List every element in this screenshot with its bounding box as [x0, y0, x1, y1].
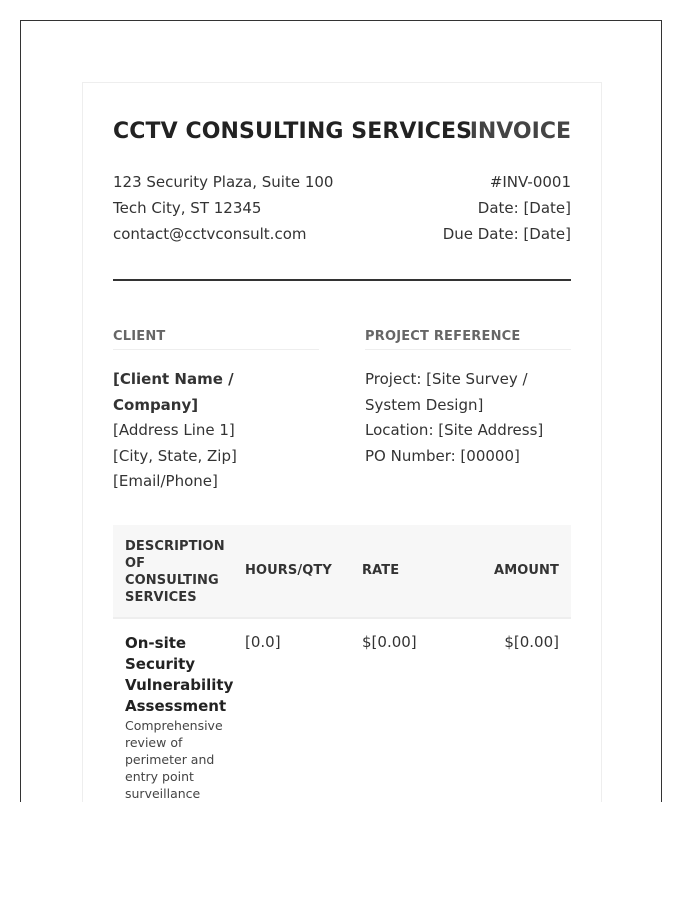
- header-description: DESCRIPTION OF CONSULTING SERVICES: [125, 539, 225, 605]
- header-rate: RATE: [362, 563, 400, 578]
- company-email: contact@cctvconsult.com: [113, 225, 307, 243]
- client-contact: [Email/Phone]: [113, 472, 218, 490]
- project-details: [365, 367, 575, 469]
- item-title: On-site Security Vulnerability Assessment: [125, 634, 234, 715]
- invoice-page: [82, 82, 602, 802]
- header-divider: [113, 279, 571, 281]
- company-city: Tech City, ST 12345: [113, 199, 262, 217]
- item-qty: [0.0]: [245, 633, 281, 651]
- invoice-date: Date: [Date]: [477, 199, 571, 217]
- project-name: Project: [Site Survey / System Design]: [365, 370, 528, 414]
- document-frame: [20, 20, 662, 802]
- client-details: [113, 367, 323, 495]
- invoice-meta: [443, 169, 571, 247]
- company-address: 123 Security Plaza, Suite 100: [113, 173, 334, 191]
- item-description: Comprehensive review of perimeter and entry point surveillance: [125, 718, 223, 801]
- company-name: CCTV CONSULTING SERVICES: [113, 119, 473, 144]
- invoice-due-date: Due Date: [Date]: [442, 225, 571, 243]
- invoice-number: #INV-0001: [489, 173, 571, 191]
- company-info: [113, 169, 333, 247]
- client-name: [Client Name / Company]: [113, 370, 234, 414]
- header-hours: HOURS/QTY: [245, 563, 332, 578]
- client-city: [City, State, Zip]: [113, 446, 237, 465]
- project-location: Location: [Site Address]: [365, 421, 544, 439]
- project-section-label: PROJECT REFERENCE: [365, 329, 571, 350]
- project-po-number: PO Number: [00000]: [365, 446, 520, 465]
- services-table: [113, 525, 571, 802]
- item-amount: $[0.00]: [504, 633, 559, 651]
- invoice-title: INVOICE: [469, 119, 571, 144]
- item-rate: $[0.00]: [362, 633, 417, 651]
- client-section-label: CLIENT: [113, 329, 319, 350]
- header-amount: AMOUNT: [494, 563, 559, 578]
- table-row: [113, 619, 571, 802]
- client-address: [Address Line 1]: [113, 421, 235, 439]
- table-header: [113, 525, 571, 619]
